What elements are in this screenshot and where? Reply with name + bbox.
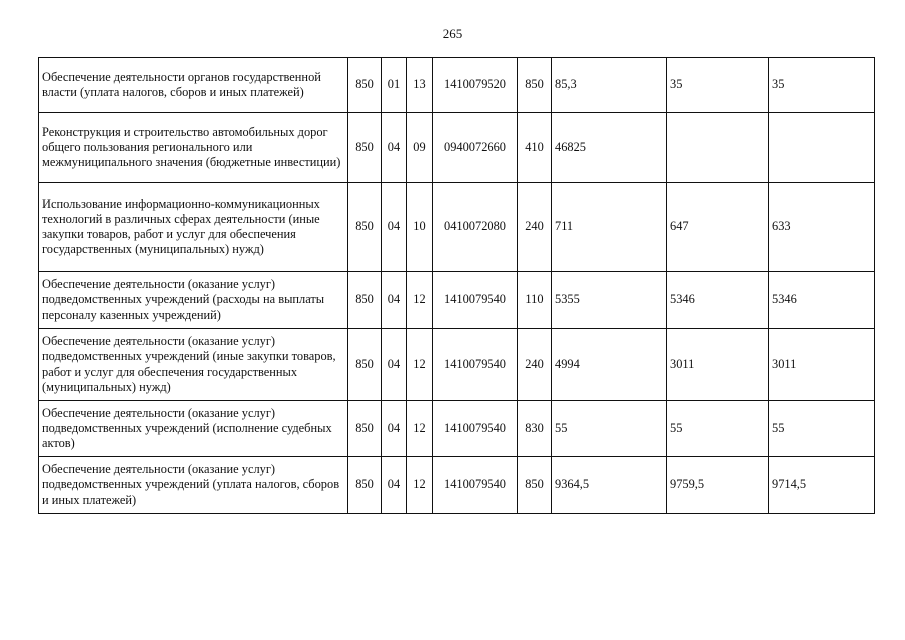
subsection-code: 09 bbox=[407, 113, 433, 183]
amount-year-3: 35 bbox=[769, 58, 875, 113]
amount-year-1: 9364,5 bbox=[552, 457, 667, 514]
row-description: Обеспечение деятельности (оказание услуг) подведомственных учреждений (уплата налогов, сборов и иных платежей) bbox=[39, 457, 348, 514]
expense-type-code: 110 bbox=[518, 272, 552, 329]
page-number: 265 bbox=[442, 26, 463, 41]
subsection-code: 10 bbox=[407, 183, 433, 272]
amount-year-3: 9714,5 bbox=[769, 457, 875, 514]
amount-year-2: 647 bbox=[667, 183, 769, 272]
subsection-code: 12 bbox=[407, 329, 433, 401]
expense-type-code: 240 bbox=[518, 183, 552, 272]
subsection-code: 12 bbox=[407, 272, 433, 329]
table-row bbox=[39, 457, 875, 514]
target-article-code: 1410079540 bbox=[433, 329, 518, 401]
amount-year-1: 711 bbox=[552, 183, 667, 272]
department-code: 850 bbox=[348, 401, 382, 457]
table-row bbox=[39, 183, 875, 272]
department-code: 850 bbox=[348, 457, 382, 514]
amount-year-3 bbox=[769, 113, 875, 183]
target-article-code: 0410072080 bbox=[433, 183, 518, 272]
amount-year-1: 5355 bbox=[552, 272, 667, 329]
target-article-code: 1410079540 bbox=[433, 401, 518, 457]
amount-year-1: 55 bbox=[552, 401, 667, 457]
department-code: 850 bbox=[348, 58, 382, 113]
section-code: 04 bbox=[382, 113, 407, 183]
row-description: Обеспечение деятельности (оказание услуг) подведомственных учреждений (иные закупки товаров, работ и услуг для обеспечения государственных (муниципальных) нужд) bbox=[39, 329, 348, 401]
amount-year-3: 3011 bbox=[769, 329, 875, 401]
amount-year-2: 3011 bbox=[667, 329, 769, 401]
section-code: 04 bbox=[382, 329, 407, 401]
department-code: 850 bbox=[348, 272, 382, 329]
row-description: Обеспечение деятельности (оказание услуг) подведомственных учреждений (исполнение судебных актов) bbox=[39, 401, 348, 457]
department-code: 850 bbox=[348, 183, 382, 272]
amount-year-1: 46825 bbox=[552, 113, 667, 183]
table-row bbox=[39, 58, 875, 113]
table-row bbox=[39, 113, 875, 183]
expense-type-code: 850 bbox=[518, 58, 552, 113]
table-row bbox=[39, 272, 875, 329]
section-code: 04 bbox=[382, 183, 407, 272]
amount-year-2 bbox=[667, 113, 769, 183]
amount-year-2: 5346 bbox=[667, 272, 769, 329]
section-code: 01 bbox=[382, 58, 407, 113]
subsection-code: 12 bbox=[407, 457, 433, 514]
subsection-code: 13 bbox=[407, 58, 433, 113]
amount-year-1: 85,3 bbox=[552, 58, 667, 113]
target-article-code: 1410079520 bbox=[433, 58, 518, 113]
expense-type-code: 830 bbox=[518, 401, 552, 457]
row-description: Обеспечение деятельности органов государственной власти (уплата налогов, сборов и иных платежей) bbox=[39, 58, 348, 113]
amount-year-2: 35 bbox=[667, 58, 769, 113]
target-article-code: 1410079540 bbox=[433, 457, 518, 514]
section-code: 04 bbox=[382, 272, 407, 329]
expense-type-code: 850 bbox=[518, 457, 552, 514]
target-article-code: 0940072660 bbox=[433, 113, 518, 183]
amount-year-3: 5346 bbox=[769, 272, 875, 329]
department-code: 850 bbox=[348, 113, 382, 183]
row-description: Реконструкция и строительство автомобильных дорог общего пользования регионального или межмуниципального значения (бюджетные инвестиции) bbox=[39, 113, 348, 183]
amount-year-2: 9759,5 bbox=[667, 457, 769, 514]
target-article-code: 1410079540 bbox=[433, 272, 518, 329]
section-code: 04 bbox=[382, 457, 407, 514]
amount-year-2: 55 bbox=[667, 401, 769, 457]
budget-table bbox=[38, 57, 875, 514]
amount-year-1: 4994 bbox=[552, 329, 667, 401]
section-code: 04 bbox=[382, 401, 407, 457]
table-row bbox=[39, 329, 875, 401]
expense-type-code: 410 bbox=[518, 113, 552, 183]
amount-year-3: 55 bbox=[769, 401, 875, 457]
subsection-code: 12 bbox=[407, 401, 433, 457]
row-description: Использование информационно-коммуникационных технологий в различных сферах деятельности (иные закупки товаров, работ и услуг для обеспечения государственных (муниципальных) нужд) bbox=[39, 183, 348, 272]
row-description: Обеспечение деятельности (оказание услуг) подведомственных учреждений (расходы на выплаты персоналу казенных учреждений) bbox=[39, 272, 348, 329]
department-code: 850 bbox=[348, 329, 382, 401]
amount-year-3: 633 bbox=[769, 183, 875, 272]
table-row bbox=[39, 401, 875, 457]
expense-type-code: 240 bbox=[518, 329, 552, 401]
